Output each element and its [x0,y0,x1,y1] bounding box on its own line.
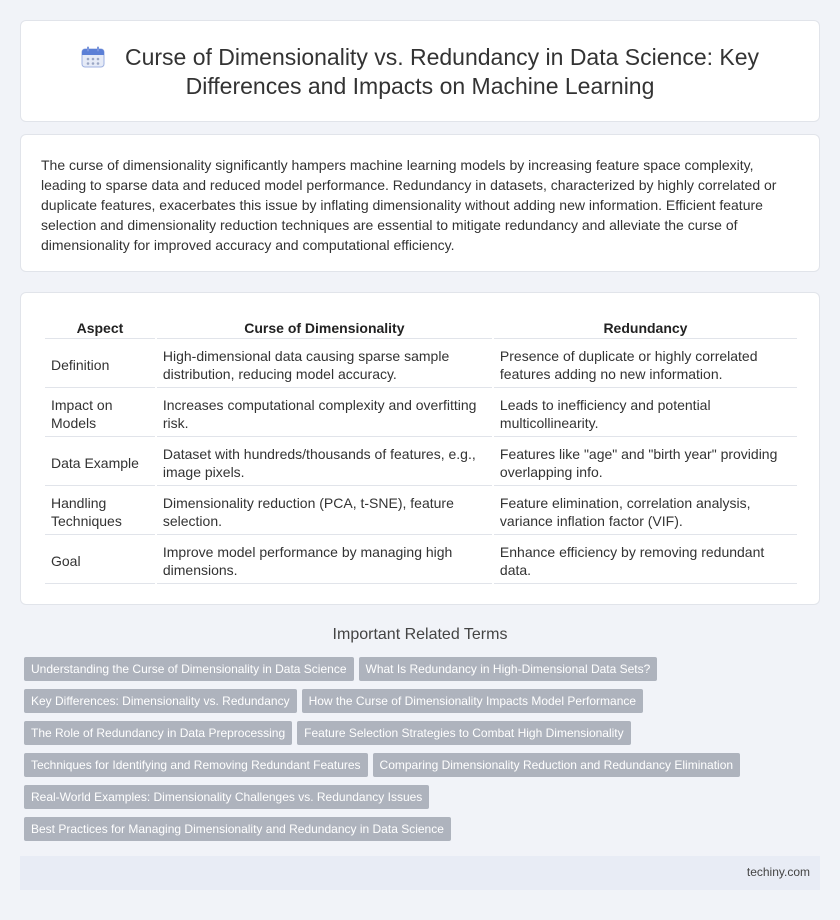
row-curse-value: Dimensionality reduction (PCA, t-SNE), feature selection. [157,488,492,535]
page-title-wrap [61,43,779,101]
related-term-tag[interactable]: Comparing Dimensionality Reduction and Redundancy Elimination [373,753,741,777]
related-term-tag[interactable]: Techniques for Identifying and Removing Redundant Features [24,753,368,777]
table-row [45,537,797,584]
related-term-tag[interactable]: Key Differences: Dimensionality vs. Redundancy [24,689,297,713]
row-curse-value: High-dimensional data causing sparse sample distribution, reducing model accuracy. [157,341,492,388]
table-row [45,488,797,535]
footer-site-link[interactable]: techiny.com [746,865,810,879]
related-term-tag[interactable]: Best Practices for Managing Dimensionality and Redundancy in Data Science [24,817,451,841]
row-aspect: Data Example [45,439,155,486]
related-term-tag[interactable]: What Is Redundancy in High-Dimensional Data Sets? [359,657,658,681]
related-term-tag[interactable]: The Role of Redundancy in Data Preprocessing [24,721,292,745]
row-redundancy-value: Presence of duplicate or highly correlated features adding no new information. [494,341,797,388]
row-aspect: Definition [45,341,155,388]
related-term-tag[interactable]: How the Curse of Dimensionality Impacts Model Performance [302,689,643,713]
header-redundancy: Redundancy [494,315,797,339]
related-term-tag[interactable]: Real-World Examples: Dimensionality Challenges vs. Redundancy Issues [24,785,429,809]
row-redundancy-value: Features like "age" and "birth year" providing overlapping info. [494,439,797,486]
row-aspect: Impact on Models [45,390,155,437]
header-curse-of-dimensionality: Curse of Dimensionality [157,315,492,339]
row-curse-value: Dataset with hundreds/thousands of features, e.g., image pixels. [157,439,492,486]
comparison-table [43,313,799,586]
comparison-table-card [20,292,820,605]
related-term-tag[interactable]: Feature Selection Strategies to Combat High Dimensionality [297,721,631,745]
row-redundancy-value: Enhance efficiency by removing redundant data. [494,537,797,584]
row-redundancy-value: Leads to inefficiency and potential multicollinearity. [494,390,797,437]
intro-card [20,134,820,272]
table-header-row [45,315,797,339]
related-term-tag[interactable]: Understanding the Curse of Dimensionality in Data Science [24,657,354,681]
row-redundancy-value: Feature elimination, correlation analysis, variance inflation factor (VIF). [494,488,797,535]
header-aspect: Aspect [45,315,155,339]
row-curse-value: Increases computational complexity and overfitting risk. [157,390,492,437]
related-terms-heading: Important Related Terms [332,626,508,643]
row-curse-value: Improve model performance by managing high dimensions. [157,537,492,584]
table-row [45,390,797,437]
footer [20,856,820,890]
row-aspect: Handling Techniques [45,488,155,535]
table-row [45,341,797,388]
row-aspect: Goal [45,537,155,584]
header-card [20,20,820,122]
page-title: Curse of Dimensionality vs. Redundancy in Data Science: Key Differences and Impacts on Machine Learning [124,44,760,99]
table-row [45,439,797,486]
calendar-icon [81,46,105,68]
related-terms-tags [24,657,824,849]
intro-paragraph: The curse of dimensionality significantly hampers machine learning models by increasing feature space complexity, leading to sparse data and reduced model performance. Redundancy in datasets, characterized by highly correlated or duplicate features, exacerbates this issue by inflating dimensionality without adding new information. Efficient feature selection and dimensionality reduction techniques are essential to mitigate redundancy and alleviate the curse of dimensionality for improved accuracy and computational efficiency. [41,157,777,253]
